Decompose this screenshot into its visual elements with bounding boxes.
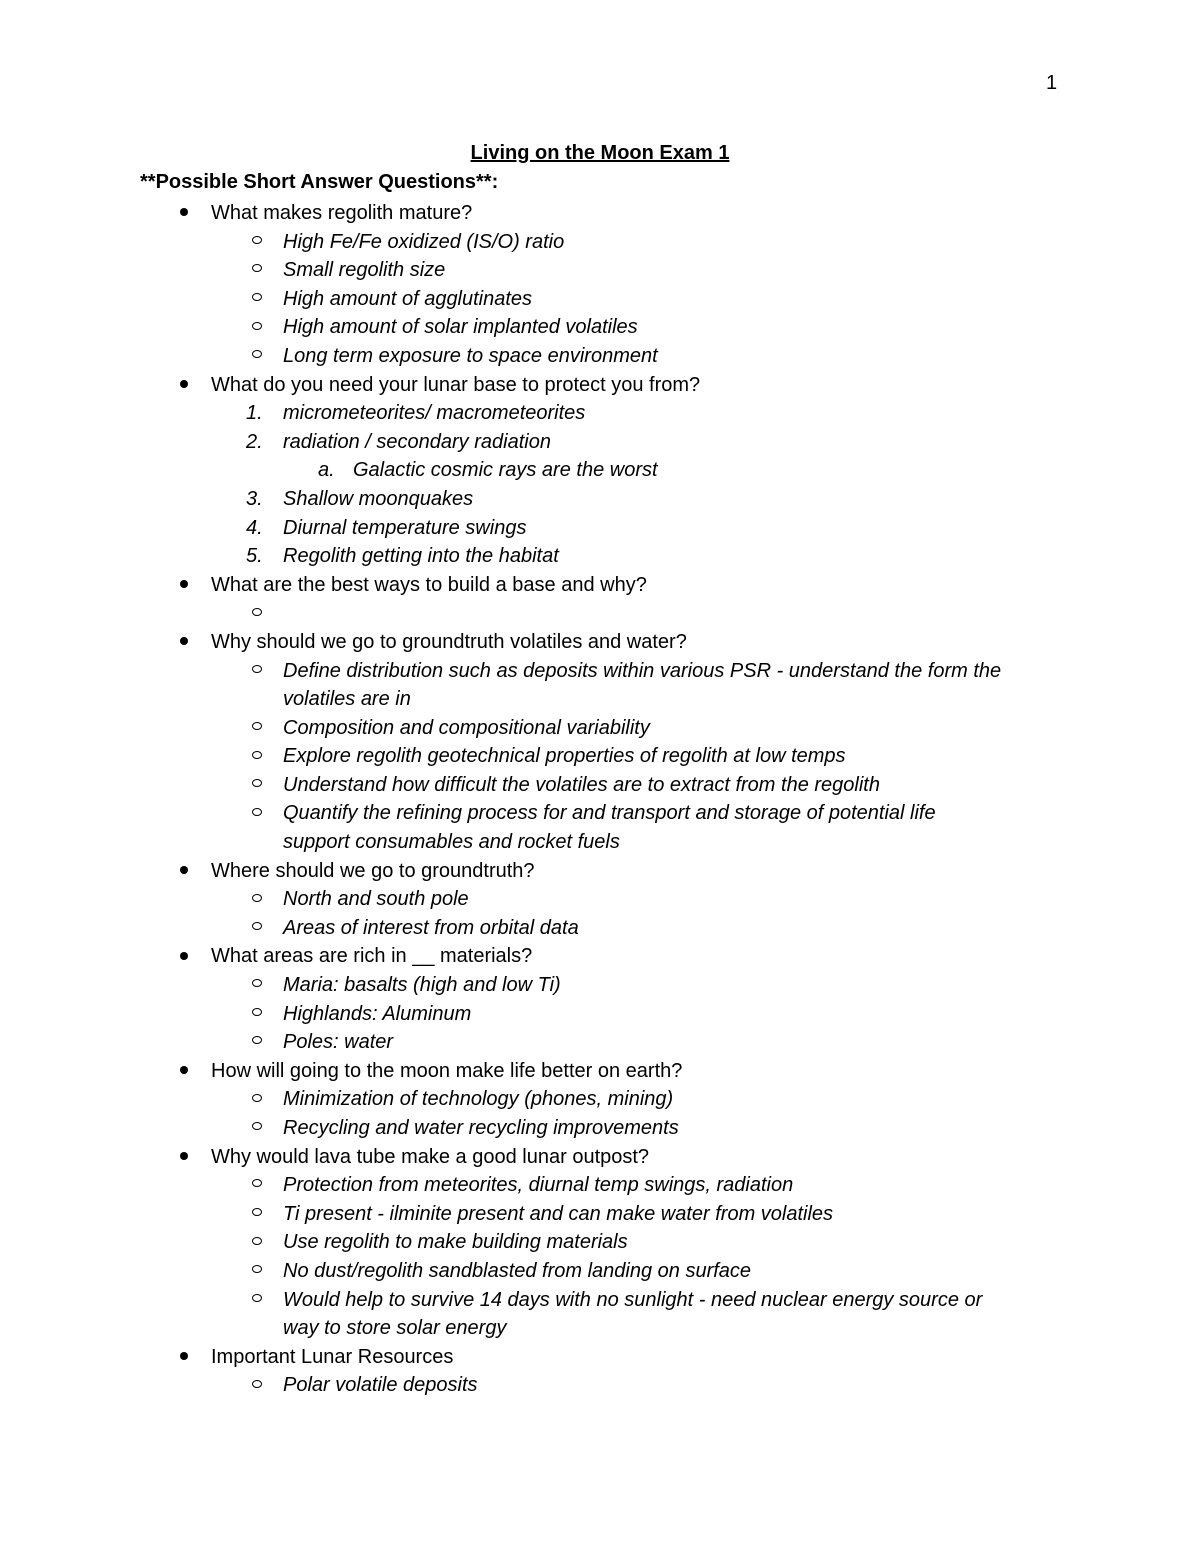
answer-text: micrometeorites/ macrometeorites [283,402,586,425]
question-item [0,857,1200,886]
answer-text: Maria: basalts (high and low Ti) [283,974,561,997]
circle-bullet-icon [247,1171,267,1200]
circle-bullet-icon [247,342,267,371]
answer-item [0,256,1200,285]
answer-item [0,228,1200,257]
circle-bullet-icon [247,256,267,285]
answer-text: Small regolith size [283,259,446,282]
answer-text: Areas of interest from orbital data [283,916,579,939]
question-list [0,199,1200,1400]
circle-bullet-icon [247,1114,267,1143]
circle-bullet-icon [247,714,267,743]
answer-text: Long term exposure to space environment [283,344,658,367]
question-text: Why should we go to groundtruth volatiles and water? [211,630,687,653]
answer-continuation [0,685,1200,714]
answer-item [0,714,1200,743]
section-heading: **Possible Short Answer Questions**: [140,171,499,193]
question-text: What areas are rich in __ materials? [211,945,533,968]
circle-bullet-icon [247,1286,267,1315]
bullet-icon [177,628,191,657]
question-text: Important Lunar Resources [211,1345,454,1368]
answer-item [0,599,1200,628]
answer-text: Shallow moonquakes [283,487,474,510]
bullet-icon [177,371,191,400]
circle-bullet-icon [247,1200,267,1229]
answer-text: volatiles are in [283,688,411,711]
answer-item [0,285,1200,314]
answer-item [0,1228,1200,1257]
list-marker: 3. [246,487,263,510]
question-text: Where should we go to groundtruth? [211,859,535,882]
circle-bullet-icon [247,885,267,914]
list-marker: a. [318,459,335,482]
document-title: Living on the Moon Exam 1 [470,142,730,164]
answer-item [0,1257,1200,1286]
answer-item [0,313,1200,342]
circle-bullet-icon [247,1028,267,1057]
question-item [0,942,1200,971]
question-item [0,1143,1200,1172]
answer-item [0,885,1200,914]
question-item [0,1343,1200,1372]
answer-text: Protection from meteorites, diurnal temp swings, radiation [283,1174,794,1197]
answer-text: Highlands: Aluminum [283,1002,472,1025]
answer-text: Recycling and water recycling improvements [283,1117,679,1139]
circle-bullet-icon [247,1000,267,1029]
numbered-item [0,399,1200,428]
answer-text: Galactic cosmic rays are the worst [353,459,658,482]
answer-text: radiation / secondary radiation [283,430,551,453]
question-text: What makes regolith mature? [211,202,473,224]
answer-text: High amount of agglutinates [283,287,533,310]
answer-text: Diurnal temperature swings [283,516,527,539]
circle-bullet-icon [247,228,267,257]
answer-text: Poles: water [283,1031,394,1054]
list-marker: 5. [246,545,263,568]
numbered-item [0,428,1200,457]
bullet-icon [177,199,191,228]
answer-item [0,1085,1200,1114]
answer-text: High Fe/Fe oxidized (IS/O) ratio [283,230,565,253]
answer-text: Quantify the refining process for and transport and storage of potential life [283,802,936,825]
circle-bullet-icon [247,914,267,943]
circle-bullet-icon [247,285,267,314]
answer-continuation [0,1314,1200,1343]
answer-item [0,342,1200,371]
bullet-icon [177,571,191,600]
answer-item [0,799,1200,828]
bullet-icon [177,1343,191,1372]
bullet-icon [177,1143,191,1172]
answer-item [0,1371,1200,1400]
answer-text: Regolith getting into the habitat [283,545,559,568]
list-marker: 4. [246,516,263,539]
answer-continuation [0,828,1200,857]
circle-bullet-icon [247,742,267,771]
question-item [0,1057,1200,1086]
question-item [0,628,1200,657]
page-number: 1 [1046,72,1058,94]
circle-bullet-icon [247,1228,267,1257]
answer-text: North and south pole [283,888,469,911]
bullet-icon [177,942,191,971]
answer-item [0,1171,1200,1200]
question-item [0,571,1200,600]
question-item [0,199,1200,228]
circle-bullet-icon [247,771,267,800]
answer-item [0,742,1200,771]
numbered-item [0,485,1200,514]
answer-item [0,971,1200,1000]
circle-bullet-icon [247,971,267,1000]
numbered-item [0,514,1200,543]
answer-item [0,657,1200,686]
answer-text: Use regolith to make building materials [283,1231,628,1254]
circle-bullet-icon [247,657,267,686]
answer-item [0,914,1200,943]
answer-text: Minimization of technology (phones, mining) [283,1088,674,1111]
bullet-icon [177,857,191,886]
question-text: Why would lava tube make a good lunar outpost? [211,1145,650,1168]
answer-text: Would help to survive 14 days with no sunlight - need nuclear energy source or [283,1288,983,1311]
question-text: How will going to the moon make life better on earth? [211,1059,683,1082]
answer-text: way to store solar energy [283,1317,507,1340]
answer-item [0,771,1200,800]
answer-text: Ti present - ilminite present and can make water from volatiles [283,1202,834,1225]
answer-item [0,1200,1200,1229]
answer-text: support consumables and rocket fuels [283,831,620,854]
circle-bullet-icon [247,799,267,828]
answer-item [0,1286,1200,1315]
answer-text: Define distribution such as deposits within various PSR - understand the form the [283,659,1002,682]
circle-bullet-icon [247,599,267,628]
question-text: What do you need your lunar base to protect you from? [211,373,701,396]
bullet-icon [177,1057,191,1086]
question-text: What are the best ways to build a base and why? [211,573,647,596]
answer-text: Polar volatile deposits [283,1374,478,1397]
circle-bullet-icon [247,1257,267,1286]
answer-text: Understand how difficult the volatiles are to extract from the regolith [283,773,880,796]
circle-bullet-icon [247,313,267,342]
numbered-item [0,542,1200,571]
answer-text: Explore regolith geotechnical properties of regolith at low temps [283,745,846,768]
question-item [0,371,1200,400]
list-marker: 2. [246,430,263,453]
lettered-item [0,456,1200,485]
circle-bullet-icon [247,1371,267,1400]
answer-item [0,1028,1200,1057]
answer-item [0,1000,1200,1029]
list-marker: 1. [246,402,263,425]
answer-text: High amount of solar implanted volatiles [283,316,638,339]
answer-text: No dust/regolith sandblasted from landing on surface [283,1259,752,1282]
circle-bullet-icon [247,1085,267,1114]
answer-text: Composition and compositional variability [283,716,650,739]
answer-item [0,1114,1200,1143]
